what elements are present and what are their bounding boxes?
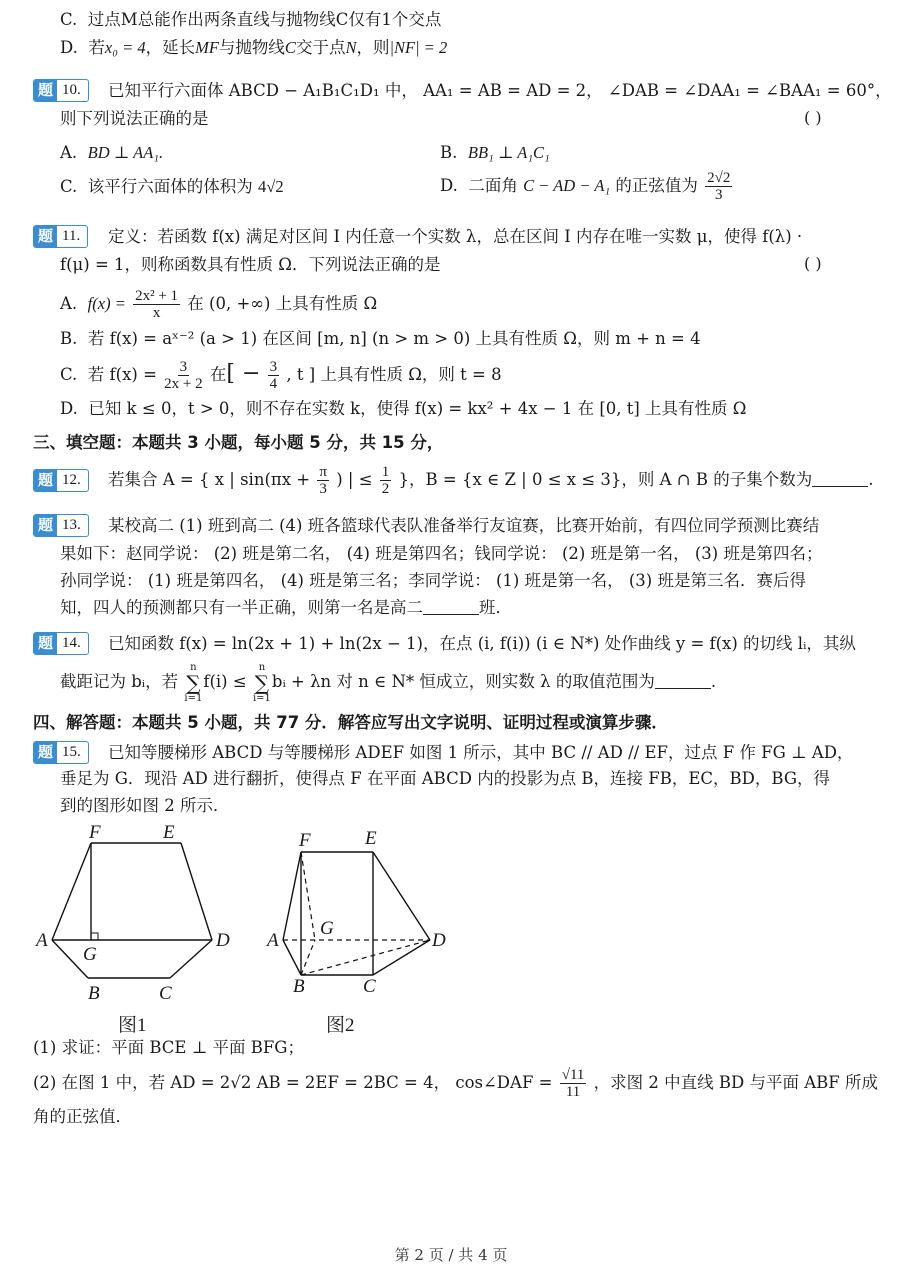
q12-pi-fraction: $\frac{\pi}{3}$ <box>319 464 327 497</box>
question-tag-14: 题 14. <box>33 632 89 655</box>
q11-option-b: B. 若 f(x) = aˣ⁻² (a > 1) 在区间 [m, n] (n > m > 0) 上具有性质 Ω，则 m + n = 4 <box>60 329 701 348</box>
q10-option-d: D. 二面角 C − AD − A₁ 的正弦值为 $\frac{2√2}{3}$ <box>440 170 731 203</box>
q14-sum1: n ∑ i=1 <box>184 661 203 704</box>
fig1-edge-fa <box>52 843 91 940</box>
q10-option-a: A. BD ⊥ AA₁. <box>60 143 164 162</box>
q11-stem-line1: 定义：若函数 f(x) 满足对区间 I 内任意一个实数 λ，总在区间 I 内存在唯一实数 μ，使得 f(λ) · <box>108 227 803 246</box>
q15-part2-cont: 角的正弦值． <box>33 1107 132 1126</box>
q10-option-c: C. 该平行六面体的体积为 4√2 <box>60 177 284 196</box>
q14-line1: 已知函数 f(x) = ln(2x + 1) + ln(2x − 1)，在点 (i, f(i)) (i ∈ N*) 处作曲线 y = f(x) 的切线 lᵢ，其纵 <box>108 634 856 653</box>
question-tag-11: 题 11. <box>33 225 88 248</box>
fig2-label-c: C <box>363 976 376 997</box>
q11-option-a: A. f(x) = $\frac{\text{2x² + 1}}{x}$ 在 (0, +∞) 上具有性质 Ω <box>60 288 378 321</box>
q13-answer-blank[interactable] <box>423 598 479 615</box>
q12-half-fraction: $\frac{1}{2}$ <box>381 464 390 497</box>
fig2-edge-ed <box>373 852 430 940</box>
q15-cos-fraction: $\frac{√11}{11}$ <box>561 1067 585 1100</box>
section-4-heading: 四、解答题：本题共 5 小题，共 77 分．解答应写出文字说明、证明过程或演算步骤． <box>33 713 668 732</box>
answer-paren-11: ( ) <box>804 254 822 273</box>
fig2-dashed-bd <box>301 940 430 975</box>
question-tag-15: 题 15. <box>33 741 89 764</box>
q14-answer-blank[interactable] <box>655 672 711 689</box>
fig1-label-a: A <box>36 930 48 951</box>
q10-stem-line2: 则下列说法正确的是 <box>60 109 209 128</box>
fig2-edge-ab <box>283 940 301 975</box>
fig2-label-b: B <box>293 976 305 997</box>
fig2-edge-fa <box>283 852 301 940</box>
q11-stem-line2: f(μ) = 1，则称函数具有性质 Ω．下列说法正确的是 <box>60 255 441 274</box>
q12-answer-blank[interactable] <box>812 470 868 487</box>
fig1-caption: 图1 <box>118 1015 147 1036</box>
fig2-label-e: E <box>365 828 377 849</box>
q14-sum2: n ∑ i=1 <box>252 661 271 704</box>
q13-line4: 知，四人的预测都只有一半正确，则第一名是高二 班． <box>60 598 512 617</box>
section-3-heading: 三、填空题：本题共 3 小题，每小题 5 分，共 15 分， <box>33 433 444 452</box>
fig2-label-d: D <box>432 930 446 951</box>
fig1-label-c: C <box>159 983 172 1004</box>
fig2-label-f: F <box>299 830 311 851</box>
fig1-label-b: B <box>88 983 100 1004</box>
q11-a-fraction: $\frac{\text{2x² + 1}}{x}$ <box>135 288 179 321</box>
q11-option-d: D. 已知 k ≤ 0，t > 0，则不存在实数 k，使得 f(x) = kx² + 4x − 1 在 [0, t] 上具有性质 Ω <box>60 399 747 418</box>
fig1-edge-ed <box>181 843 212 940</box>
question-tag-12: 题 12. <box>33 469 89 492</box>
q13-line1: 某校高二 (1) 班到高二 (4) 班各篮球代表队准备举行友谊赛，比赛开始前，有四位同学预测比赛结 <box>108 516 820 535</box>
q10-d-fraction: $\frac{2√2}{3}$ <box>707 170 731 203</box>
figure-1 <box>30 820 250 1010</box>
fig1-label-d: D <box>216 930 230 951</box>
q12-stem: 若集合 A = { x | sin(πx + $\frac{\pi}{3}$ ) | ≤ $\frac{1}{2}$ }，B = {x ∈ Z | 0 ≤ x ≤ 3}，则 A ∩ B 的子集个数为 . <box>108 464 874 497</box>
q11-c-fraction1: $\frac{3}{2x + 2}$ <box>164 359 203 392</box>
q9-option-d: D. 若x₀ = 4，延长MF与抛物线C交于点N，则|NF| = 2 <box>60 38 448 57</box>
q14-line2: 截距记为 bᵢ，若 n ∑ i=1 f(i) ≤ n ∑ i=1 bᵢ + λn 对 n ∈ N* 恒成立，则实数 λ 的取值范围为 . <box>60 661 717 704</box>
q13-line2: 果如下：赵同学说： (2) 班是第二名， (4) 班是第四名；钱同学说： (2) 班是第一名， (3) 班是第四名； <box>60 544 823 563</box>
q10-option-b: B. BB₁ ⊥ A₁C₁ <box>440 143 550 162</box>
fig2-dashed-bg <box>301 940 315 975</box>
q9-option-c: C. 过点M总能作出两条直线与抛物线C仅有1个交点 <box>60 10 442 29</box>
fig2-caption: 图2 <box>326 1015 355 1036</box>
q10-stem-line1: 已知平行六面体 ABCD − A₁B₁C₁D₁ 中， AA₁ = AB = AD = 2， ∠DAB = ∠DAA₁ = ∠BAA₁ = 60°， <box>108 81 892 100</box>
q15-line1: 已知等腰梯形 ABCD 与等腰梯形 ADEF 如图 1 所示，其中 BC // AD // EF，过点 F 作 FG ⊥ AD， <box>108 743 854 762</box>
q15-part2: (2) 在图 1 中，若 AD = 2√2 AB = 2EF = 2BC = 4， cos∠DAF = $\frac{√11}{11}$ ，求图 2 中直线 BD 与平面 ABF 所成 <box>33 1067 878 1100</box>
q13-line3: 孙同学说： (1) 班是第四名， (4) 班是第三名；李同学说： (1) 班是第一名， (3) 班是第三名．赛后得 <box>60 571 806 590</box>
answer-paren-10: ( ) <box>804 108 822 127</box>
q15-line2: 垂足为 G．现沿 AD 进行翻折，使得点 F 在平面 ABCD 内的投影为点 B，连接 FB，EC，BD，BG，得 <box>60 769 831 788</box>
fig2-dashed-fg <box>301 852 315 940</box>
fig1-edge-cd <box>170 940 212 978</box>
fig2-label-a: A <box>267 930 279 951</box>
page-footer: 第 2 页 / 共 4 页 <box>394 1246 508 1264</box>
fig1-label-e: E <box>163 822 175 843</box>
fig2-label-g: G <box>320 918 334 939</box>
q11-c-fraction2: $\frac{3}{4}$ <box>269 359 278 392</box>
q15-part1: (1) 求证：平面 BCE ⊥ 平面 BFG； <box>33 1038 304 1057</box>
fig1-label-f: F <box>89 822 101 843</box>
q11-option-c: C. 若 f(x) = $\frac{3}{2x + 2}$ 在[ − $\frac{3}{4}$ , t ] 上具有性质 Ω，则 t = 8 <box>60 359 502 392</box>
fig1-right-angle <box>91 933 98 940</box>
question-tag-13: 题 13. <box>33 514 89 537</box>
question-tag-10: 题 10. <box>33 79 89 102</box>
q15-line3: 到的图形如图 2 所示． <box>60 796 230 815</box>
fig1-label-g: G <box>83 944 97 965</box>
fig2-edge-cd <box>373 940 430 975</box>
